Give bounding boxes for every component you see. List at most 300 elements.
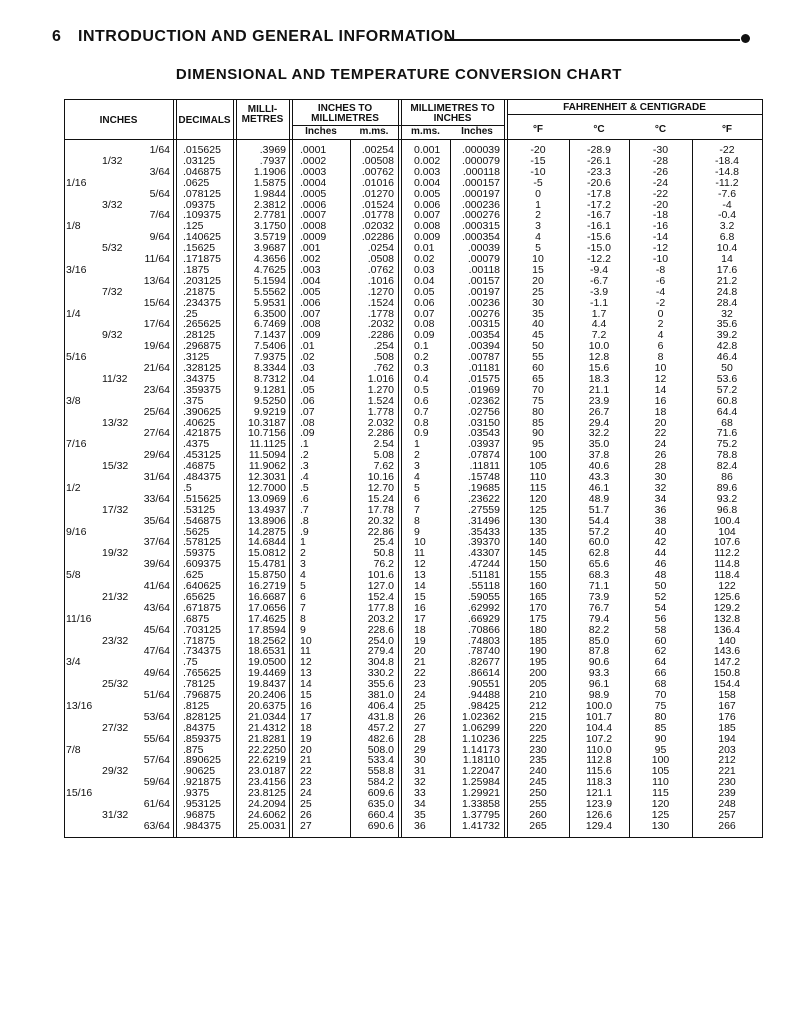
cell-i32: 11/32 (102, 372, 128, 385)
cell-dec: .765625 (183, 667, 221, 680)
cell-in2: .01181 (468, 362, 500, 374)
cell-c2: 46 (654, 558, 667, 571)
table-row (64, 821, 764, 832)
cell-in1: .005 (300, 285, 321, 298)
cell-mm1: 17.78 (367, 503, 394, 516)
cell-in2: .11811 (469, 460, 500, 473)
cell-mm: 22.2250 (248, 743, 286, 756)
cell-c1: 26.7 (588, 405, 610, 418)
cell-in1: .003 (300, 263, 321, 276)
cell-mm2: 23 (414, 678, 426, 691)
cell-in2: .15748 (467, 471, 500, 483)
cell-mm2: 20 (414, 645, 426, 658)
cell-f2: 75.2 (716, 438, 738, 451)
cell-c1: 10.0 (588, 340, 610, 353)
cell-f2: 17.6 (716, 263, 738, 276)
cell-dec: .265625 (183, 318, 221, 331)
cell-mm2: 28 (414, 732, 426, 745)
cell-in1: 26 (300, 808, 312, 821)
cell-mm2: 0.006 (414, 198, 441, 211)
cell-f2: 100.4 (713, 514, 741, 527)
cell-mm2: 21 (414, 656, 426, 669)
cell-c1: -12.2 (587, 253, 611, 265)
cell-i16: 1/4 (66, 307, 81, 320)
cell-f1: 230 (529, 743, 547, 756)
cell-c2: 85 (654, 721, 667, 734)
cell-dec: .171875 (183, 253, 221, 265)
cell-c2: 0 (657, 307, 664, 320)
cell-dec: .921875 (183, 776, 221, 789)
cell-f2: -0.4 (717, 209, 737, 222)
cell-mm1: .00762 (361, 165, 394, 178)
bullet-icon (741, 34, 750, 43)
table-rule (64, 837, 763, 838)
cell-dec: .78125 (183, 678, 216, 691)
cell-dec: .09375 (183, 198, 216, 211)
cell-f1: 265 (529, 819, 547, 832)
cell-f2: 194 (718, 732, 736, 745)
cell-in1: 18 (300, 721, 312, 734)
cell-c1: 98.9 (588, 689, 610, 701)
cell-in2: .00039 (467, 242, 500, 255)
cell-c2: 58 (654, 623, 667, 636)
cell-mm: 5.9531 (253, 296, 286, 309)
col-header-temperature: FAHRENHEIT & CENTIGRADE (563, 102, 706, 113)
cell-c1: 40.6 (588, 460, 610, 473)
cell-f1: 240 (529, 765, 547, 778)
cell-c2: 40 (654, 525, 667, 538)
cell-mm2: 0.5 (414, 383, 429, 396)
cell-f2: -18.4 (715, 154, 739, 167)
cell-in1: 6 (300, 590, 306, 603)
cell-i16: 7/8 (66, 743, 81, 756)
cell-i32: 21/32 (102, 590, 129, 603)
cell-in2: .19685 (467, 481, 500, 494)
cell-in2: 1.25984 (462, 776, 500, 789)
cell-f1: 170 (529, 601, 547, 614)
cell-f2: 118.4 (714, 569, 740, 582)
cell-c1: 73.9 (588, 590, 610, 603)
cell-dec: .90625 (183, 765, 216, 778)
cell-c2: 36 (654, 503, 667, 516)
cell-mm1: 406.4 (367, 699, 394, 712)
cell-mm1: 50.8 (373, 547, 394, 560)
cell-f1: -15 (530, 154, 546, 167)
cell-dec: .125 (183, 220, 204, 233)
cell-mm: 5.1594 (253, 274, 286, 287)
cell-in2: .90551 (467, 678, 500, 691)
cell-dec: .96875 (183, 808, 216, 821)
cell-c1: 18.3 (588, 372, 610, 385)
cell-f1: 220 (529, 721, 547, 734)
cell-mm1: 558.8 (367, 765, 394, 778)
cell-c2: 6 (657, 340, 664, 353)
cell-in1: .0004 (300, 176, 327, 189)
cell-mm2: 27 (414, 721, 426, 734)
cell-in1: 22 (300, 765, 312, 778)
cell-f2: 93.2 (716, 492, 738, 505)
cell-dec: .828125 (183, 710, 221, 723)
col-header-mm-to-in: MILLIMETRES TO (410, 103, 495, 114)
cell-c1: 57.2 (588, 525, 610, 538)
cell-c1: 123.9 (585, 798, 613, 810)
cell-c1: 100.0 (585, 699, 613, 712)
cell-mm2: 7 (414, 503, 420, 516)
col-header-decimals: DECIMALS (178, 115, 231, 126)
cell-f2: 71.6 (716, 427, 738, 440)
cell-in2: .23622 (467, 492, 500, 505)
cell-c1: 96.1 (588, 678, 610, 691)
cell-in2: .98425 (467, 699, 500, 712)
cell-in1: 8 (300, 612, 306, 625)
cell-c2: 32 (654, 481, 667, 494)
subheader-centigrade: °C (654, 124, 667, 135)
cell-in1: 10 (300, 634, 312, 647)
cell-in2: .00079 (467, 253, 500, 265)
cell-f1: 175 (529, 612, 547, 625)
cell-f1: 215 (529, 710, 547, 723)
cell-in1: 17 (300, 710, 312, 723)
cell-in1: .1 (300, 438, 309, 451)
cell-i32: 1/32 (102, 154, 123, 167)
cell-i64: 25/64 (143, 405, 170, 418)
cell-mm1: 7.62 (373, 460, 394, 473)
cell-mm2: 0.08 (414, 318, 435, 331)
cell-dec: .65625 (183, 590, 216, 603)
cell-in1: 9 (300, 623, 306, 636)
cell-f1: 45 (532, 329, 544, 342)
cell-mm: 24.2094 (248, 798, 286, 810)
cell-mm1: 279.4 (367, 645, 394, 658)
cell-mm: 14.6844 (248, 536, 286, 549)
cell-mm1: 12.70 (367, 481, 394, 494)
cell-dec: .34375 (183, 372, 216, 385)
cell-in2: 1.02362 (462, 710, 500, 723)
cell-c1: 126.6 (585, 808, 613, 821)
cell-c1: -20.6 (587, 176, 611, 189)
cell-in2: .62992 (467, 601, 500, 614)
cell-c2: 115 (652, 787, 669, 800)
cell-mm: 6.3500 (253, 307, 286, 320)
cell-in1: .3 (300, 460, 309, 473)
cell-f1: 125 (529, 503, 547, 516)
cell-c2: 125 (651, 808, 670, 821)
cell-mm1: .00508 (361, 154, 394, 167)
cell-c1: 107.2 (585, 732, 613, 745)
cell-c1: 76.7 (588, 601, 610, 614)
cell-mm2: 31 (414, 765, 426, 778)
cell-f2: -11.2 (715, 176, 739, 189)
cell-c1: 29.4 (588, 416, 610, 429)
cell-dec: .328125 (183, 362, 221, 374)
cell-c2: 34 (654, 492, 667, 505)
cell-c1: -15.6 (587, 231, 611, 244)
cell-mm2: 18 (414, 623, 426, 636)
cell-dec: .15625 (183, 242, 216, 255)
cell-mm2: 0.005 (414, 187, 441, 200)
cell-mm: 6.7469 (253, 318, 286, 331)
cell-c2: -6 (655, 274, 666, 287)
cell-i32: 15/32 (102, 460, 129, 473)
cell-i32: 31/32 (102, 808, 129, 821)
cell-dec: .578125 (183, 536, 221, 549)
cell-mm2: 0.01 (414, 242, 435, 255)
cell-mm2: 0.04 (414, 274, 435, 287)
cell-f2: 57.2 (716, 383, 738, 396)
cell-mm1: 25.4 (373, 536, 394, 549)
cell-dec: .140625 (183, 231, 221, 244)
cell-mm: 17.4625 (248, 612, 286, 625)
cell-in1: 13 (300, 667, 312, 680)
cell-in2: 1.18110 (462, 754, 500, 767)
cell-f1: 160 (529, 580, 547, 592)
cell-dec: .515625 (183, 492, 221, 505)
cell-mm1: 381.0 (367, 689, 394, 701)
cell-in1: 24 (300, 787, 312, 800)
cell-mm1: .0254 (367, 242, 394, 255)
cell-c1: 118.3 (586, 776, 612, 789)
cell-in1: .002 (300, 253, 321, 265)
cell-mm1: .2032 (367, 318, 394, 331)
cell-mm: 20.2406 (248, 689, 286, 701)
conversion-table (64, 99, 764, 838)
cell-c2: 100 (651, 754, 670, 767)
cell-in1: .004 (300, 274, 321, 287)
cell-in2: .000039 (462, 144, 500, 156)
cell-c1: -16.1 (587, 220, 611, 233)
cell-i32: 13/32 (102, 416, 129, 429)
cell-mm1: 76.2 (373, 558, 394, 571)
cell-in1: .007 (300, 307, 321, 320)
cell-mm1: 330.2 (367, 667, 394, 680)
cell-mm: 5.5562 (253, 285, 286, 298)
cell-f2: 6.8 (719, 231, 735, 244)
cell-mm1: 5.08 (373, 449, 394, 462)
cell-f1: 80 (532, 405, 544, 418)
cell-c2: 30 (654, 471, 667, 483)
table-rule (64, 139, 763, 140)
cell-c1: 32.2 (588, 427, 610, 440)
cell-mm: 4.3656 (253, 253, 286, 265)
cell-c2: 8 (657, 351, 664, 364)
table-row (64, 407, 764, 418)
cell-c1: 46.1 (588, 481, 610, 494)
cell-f1: 60 (532, 362, 544, 374)
cell-f2: -22 (719, 144, 735, 156)
cell-in2: .35433 (467, 525, 500, 538)
cell-mm: .3969 (259, 144, 286, 156)
cell-in1: 12 (300, 656, 312, 669)
cell-mm2: 0.1 (414, 340, 429, 353)
cell-i64: 33/64 (143, 492, 170, 505)
cell-f1: 150 (529, 558, 547, 571)
cell-f2: 3.2 (719, 220, 735, 233)
cell-in2: .59055 (467, 590, 500, 603)
cell-i64: 5/64 (149, 187, 170, 200)
cell-in1: .8 (300, 514, 309, 527)
cell-mm1: .508 (373, 351, 394, 364)
cell-mm1: 101.6 (367, 569, 394, 582)
cell-mm: 16.6687 (248, 590, 286, 603)
cell-mm: 12.7000 (248, 481, 286, 494)
subheader-inches: Inches (461, 126, 493, 137)
cell-f1: 260 (529, 808, 547, 821)
cell-dec: .890625 (183, 754, 221, 767)
cell-f1: 245 (529, 776, 547, 789)
cell-in2: 1.29921 (462, 787, 500, 800)
cell-dec: .734375 (183, 645, 221, 658)
cell-c1: 129.4 (585, 819, 613, 832)
cell-f1: 35 (532, 307, 544, 320)
cell-mm1: .01778 (361, 209, 394, 222)
cell-mm2: 9 (414, 525, 420, 538)
cell-c1: 110.0 (586, 743, 612, 756)
cell-c2: -12 (652, 242, 669, 255)
cell-mm1: 482.6 (367, 732, 394, 745)
cell-dec: .015625 (183, 144, 221, 156)
cell-i64: 47/64 (143, 645, 170, 658)
cell-c1: 15.6 (588, 362, 610, 374)
table-row (64, 625, 764, 636)
table-rule (64, 99, 763, 100)
cell-in1: .03 (300, 362, 315, 374)
cell-c1: 23.9 (588, 394, 610, 407)
cell-mm: 11.5094 (248, 449, 286, 462)
cell-mm2: 12 (414, 558, 426, 571)
cell-mm: 15.0812 (248, 547, 286, 560)
cell-f2: 176 (718, 710, 736, 723)
cell-f2: 60.8 (716, 394, 738, 407)
cell-c2: 38 (654, 514, 667, 527)
cell-f1: 75 (532, 394, 544, 407)
cell-in1: 1 (300, 536, 306, 549)
cell-c2: -26 (652, 165, 669, 178)
cell-c2: 80 (654, 710, 667, 723)
cell-f2: 158 (718, 689, 736, 701)
cell-f1: 30 (532, 296, 544, 309)
cell-in1: .0007 (300, 209, 327, 222)
cell-f1: 130 (529, 514, 547, 527)
col-header-inches: INCHES (99, 115, 138, 126)
cell-dec: .546875 (183, 514, 221, 527)
cell-c1: 101.7 (585, 710, 613, 723)
cell-mm2: 35 (414, 808, 426, 821)
cell-in2: .00315 (467, 318, 500, 331)
cell-i64: 49/64 (143, 667, 170, 680)
cell-f1: 100 (529, 449, 547, 462)
cell-c2: -16 (652, 220, 669, 233)
cell-i64: 27/64 (143, 427, 170, 440)
cell-c2: -18 (652, 209, 669, 222)
cell-mm1: .762 (373, 362, 394, 374)
cell-dec: .796875 (183, 689, 221, 701)
cell-f1: 155 (529, 569, 547, 582)
cell-f1: 65 (532, 372, 544, 385)
cell-mm: 9.5250 (253, 394, 286, 407)
cell-in2: 1.14173 (462, 743, 500, 756)
cell-in1: 14 (300, 678, 312, 691)
cell-i64: 37/64 (143, 536, 170, 549)
cell-mm: 7.1437 (253, 329, 286, 342)
cell-mm: 21.4312 (248, 721, 286, 734)
cell-i64: 7/64 (149, 209, 170, 222)
cell-dec: .9375 (183, 787, 210, 800)
cell-in1: .0003 (300, 165, 327, 178)
cell-i64: 63/64 (143, 819, 170, 832)
cell-f1: 15 (532, 263, 544, 276)
cell-mm: 18.6531 (248, 645, 286, 658)
cell-in2: .07874 (467, 449, 500, 462)
chart-title: DIMENSIONAL AND TEMPERATURE CONVERSION CHART (175, 66, 623, 83)
cell-dec: .375 (183, 394, 204, 407)
cell-c2: 50 (654, 580, 667, 592)
cell-mm1: 1.270 (367, 383, 394, 396)
cell-in1: .0008 (300, 220, 327, 233)
cell-mm2: 0.4 (414, 372, 429, 385)
cell-c2: 2 (657, 318, 664, 331)
cell-mm: 19.8437 (248, 678, 286, 691)
cell-in2: .02362 (467, 394, 500, 407)
cell-f1: 10 (532, 253, 544, 265)
cell-c2: 16 (654, 394, 667, 407)
cell-dec: .71875 (183, 634, 216, 647)
cell-dec: .046875 (183, 165, 221, 178)
subheader-inches: Inches (305, 126, 337, 137)
cell-mm1: 457.2 (367, 721, 394, 734)
cell-f1: 85 (532, 416, 544, 429)
cell-mm: 1.1906 (253, 165, 286, 178)
cell-i64: 23/64 (143, 383, 170, 396)
cell-c1: 87.8 (588, 645, 610, 658)
cell-mm: 1.9844 (253, 187, 286, 200)
cell-dec: .5625 (183, 525, 210, 538)
cell-dec: .5 (183, 481, 192, 494)
cell-i32: 27/32 (102, 721, 129, 734)
cell-f1: 25 (532, 285, 544, 298)
cell-in2: .01575 (467, 372, 500, 385)
cell-c1: 104.4 (585, 721, 613, 734)
cell-in2: .03543 (467, 427, 500, 440)
cell-dec: .53125 (183, 503, 216, 516)
cell-mm1: 254.0 (367, 634, 394, 647)
cell-f2: 239 (718, 787, 736, 800)
cell-f2: 32 (721, 307, 733, 320)
cell-mm2: 3 (414, 460, 420, 473)
cell-i64: 57/64 (143, 754, 170, 767)
cell-in2: .00197 (467, 285, 500, 298)
cell-dec: .078125 (183, 187, 221, 200)
cell-in1: .9 (300, 525, 309, 538)
cell-in2: .000118 (462, 165, 500, 178)
cell-mm: 11.9062 (248, 460, 286, 473)
cell-in2: .94488 (467, 689, 500, 701)
cell-f2: 132.8 (713, 612, 741, 625)
cell-f2: -4 (722, 198, 732, 211)
cell-f2: 64.4 (716, 405, 738, 418)
cell-mm2: 0.6 (414, 394, 429, 407)
cell-in2: 1.06299 (462, 721, 500, 734)
cell-in2: 1.41732 (462, 819, 500, 832)
cell-f2: 248 (718, 798, 736, 810)
cell-f2: 114.8 (714, 558, 740, 571)
cell-in1: .07 (300, 405, 315, 418)
cell-mm: 20.6375 (248, 699, 286, 712)
cell-in1: .09 (300, 427, 315, 440)
cell-in1: .4 (300, 471, 309, 483)
cell-mm1: .02286 (361, 231, 394, 244)
cell-i64: 19/64 (143, 340, 170, 353)
cell-dec: .03125 (183, 154, 216, 167)
